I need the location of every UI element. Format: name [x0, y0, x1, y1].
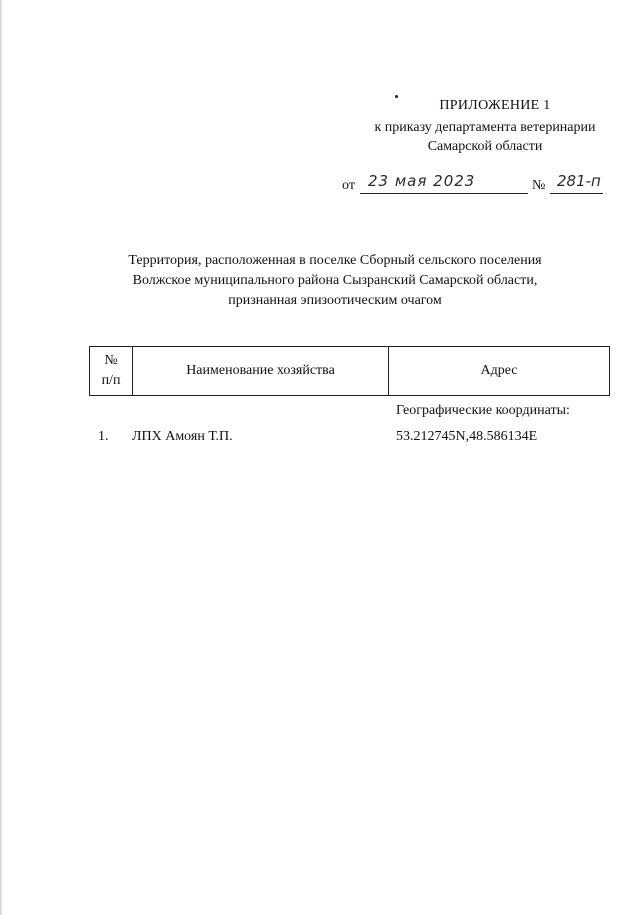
row-index: 1.: [98, 429, 109, 444]
appendix-title: ПРИЛОЖЕНИЕ 1: [439, 98, 551, 113]
farms-table: [89, 346, 610, 396]
scan-dot: [395, 95, 398, 98]
order-details: [340, 172, 610, 196]
table-header-row: [90, 347, 610, 396]
order-date-underline: [360, 193, 528, 194]
heading-line-1: Территория, расположенная в поселке Сборный сельского поселения: [128, 253, 542, 268]
row-address-label: Географические координаты:: [396, 403, 570, 418]
header-farm-name: Наименование хозяйства: [133, 347, 389, 396]
order-date-handwritten: 23 мая 2023: [368, 172, 476, 190]
scan-edge: [0, 0, 3, 915]
appendix-region: Самарской области: [427, 139, 543, 154]
order-number-handwritten: 281-п: [557, 172, 601, 190]
row-coordinates: 53.212745N,48.586134E: [396, 429, 538, 444]
order-from-label: от: [342, 178, 355, 193]
order-number-label: №: [532, 178, 546, 193]
header-address: Адрес: [389, 347, 610, 396]
order-number-underline: [550, 193, 603, 194]
row-farm-name: ЛПХ Амоян Т.П.: [132, 429, 233, 444]
heading-line-3: признанная эпизоотическим очагом: [228, 293, 442, 308]
appendix-order-reference: к приказу департамента ветеринарии: [374, 120, 596, 135]
header-number: [90, 347, 133, 396]
header-number-abbr: п/п: [101, 373, 121, 388]
header-number-sign: №: [104, 353, 118, 368]
heading-line-2: Волжское муниципального района Сызранский Самарской области,: [132, 273, 538, 288]
